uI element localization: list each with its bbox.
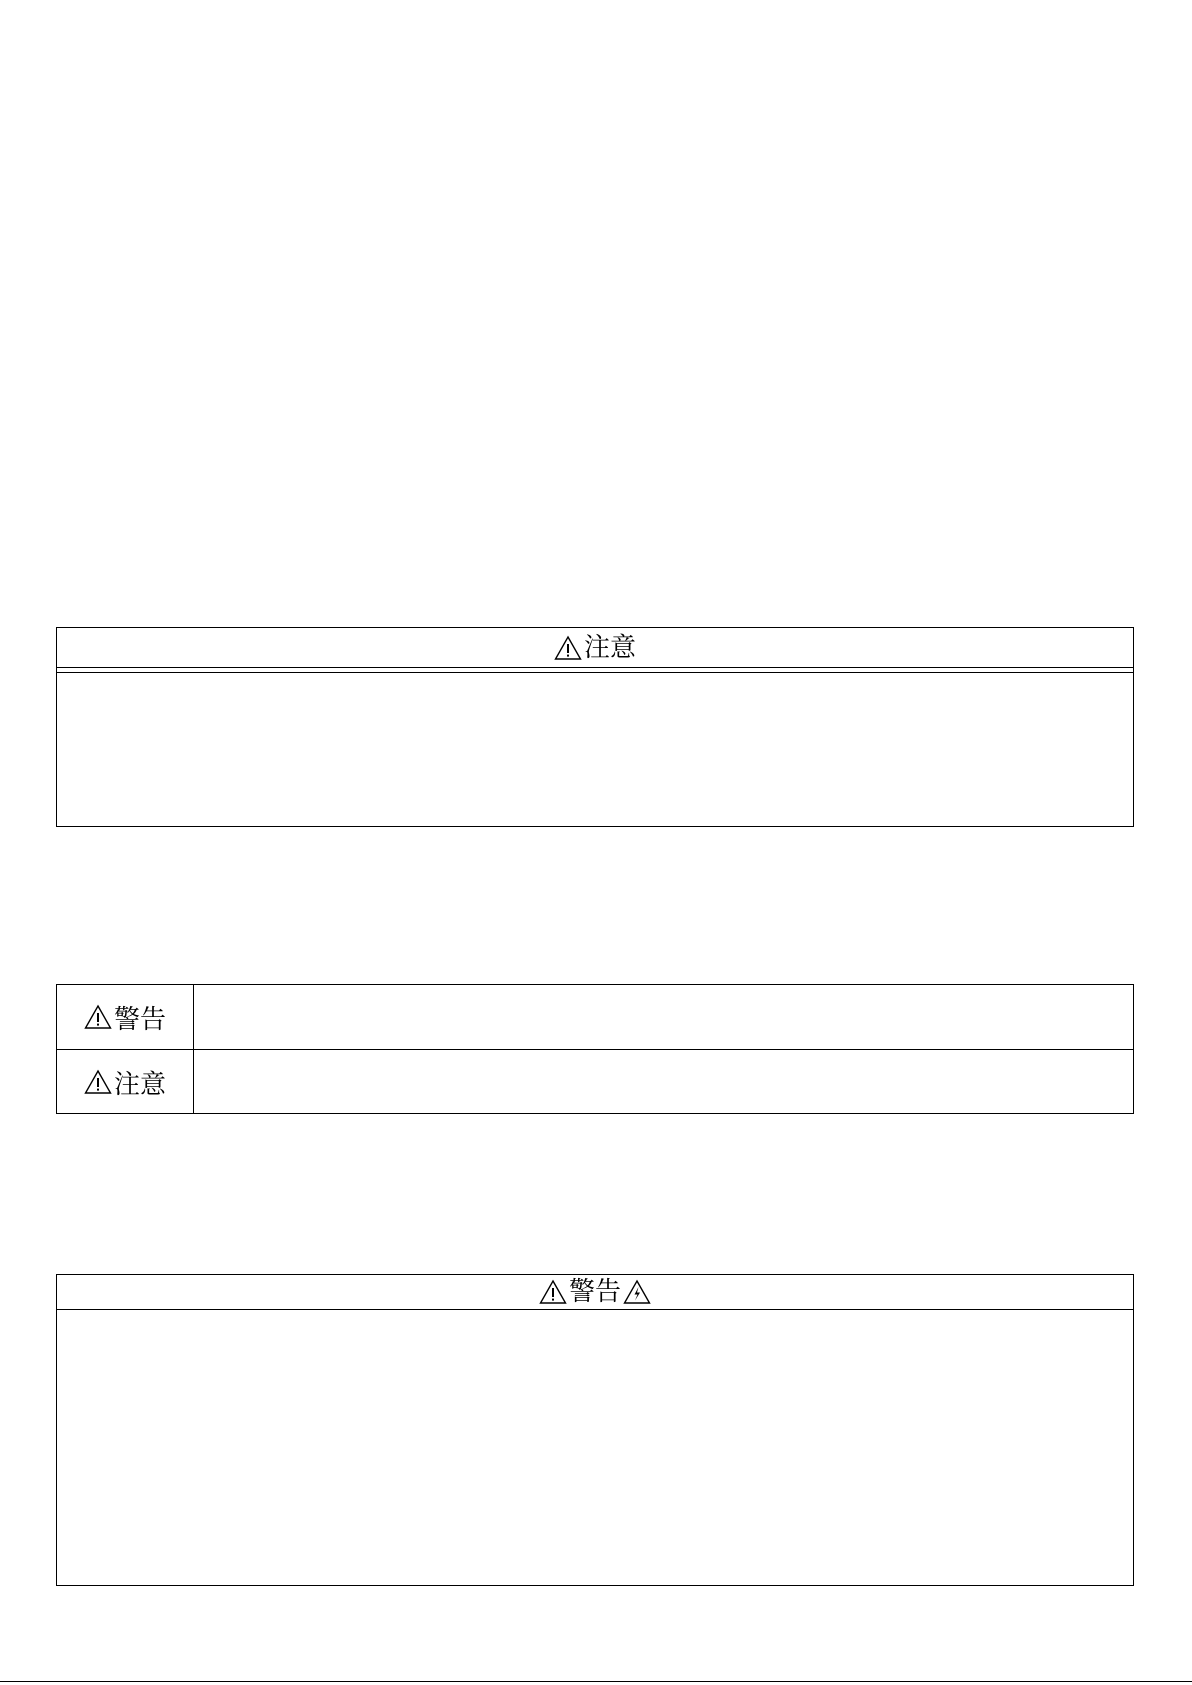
page-bottom-rule [0,1681,1192,1682]
warning-triangle-icon [84,1069,112,1095]
warning-box-header [57,1275,1133,1310]
caution-box-title: 注意 [583,632,636,663]
legend-description [194,985,1133,1049]
signal-word-legend [56,984,1134,1114]
legend-description [194,1050,1133,1114]
double-rule [57,668,1133,673]
warning-triangle-icon [554,635,582,661]
legend-label-warning [57,985,194,1049]
warning-triangle-icon [84,1004,112,1030]
warning-box-title: 警告 [568,1277,621,1307]
warning-box [56,1274,1134,1586]
caution-box [56,627,1134,827]
warning-triangle-icon [539,1279,567,1305]
legend-label-text: 注意 [113,1069,166,1100]
legend-label-caution [57,1050,194,1114]
caution-box-header [57,628,1133,668]
legend-row-warning [57,985,1133,1049]
legend-row-caution [57,1049,1133,1114]
legend-label-text: 警告 [113,1004,166,1035]
electric-shock-icon [623,1279,651,1305]
